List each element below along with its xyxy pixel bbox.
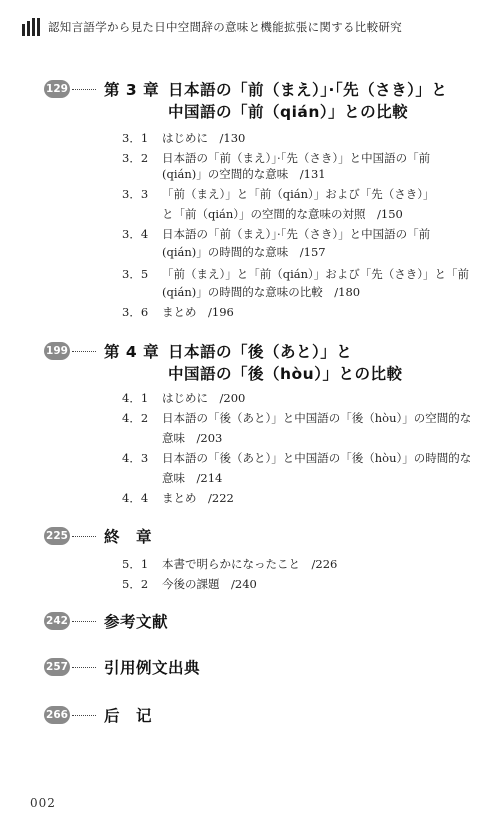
header-bars-icon — [22, 18, 40, 36]
chapter-title: 引用例文出典 — [104, 659, 201, 677]
section-number: 4．4 — [122, 491, 149, 505]
page-badge: 257 — [44, 658, 70, 676]
chapter-title-line2: 中国語の「前（qián）」との比較 — [168, 103, 409, 121]
section-number: 3．2 — [122, 151, 149, 165]
section-title-cont: (qián)」の時間的な意味の比較 /180 — [162, 285, 361, 299]
section-number: 4．2 — [122, 411, 149, 425]
section-title-cont: (qián)」の空間的な意味 /131 — [162, 167, 326, 181]
header-title: 認知言語学から見た日中空間辞の意味と機能拡張に関する比較研究 — [48, 20, 402, 34]
section-number: 5．1 — [122, 557, 149, 571]
section-title: 日本語の「後（あと）」と中国語の「後（hòu）」の空間的な — [162, 411, 472, 425]
section-title: 日本語の「後（あと）」と中国語の「後（hòu）」の時間的な — [162, 451, 472, 465]
section-title: 日本語の「前（まえ）」·「先（さき）」と中国語の「前 — [162, 151, 431, 165]
section-title: 本書で明らかになったこと /226 — [162, 557, 338, 571]
chapter-title-line1: 日本語の「後（あと）」と — [168, 343, 353, 361]
section-title-cont: 意味 /214 — [162, 471, 223, 485]
chapter-title: 参考文献 — [104, 613, 169, 631]
page-badge: 129 — [44, 80, 70, 98]
section-number: 3．5 — [122, 267, 149, 281]
chapter-number: 第 3 章 — [104, 81, 160, 99]
page-number: 002 — [30, 796, 56, 810]
section-title-cont: と「前（qián）」の空間的な意味の対照 /150 — [162, 207, 403, 221]
section-title: 「前（まえ）」と「前（qián）」および「先（さき）」と「前 — [162, 267, 470, 281]
chapter-title — [104, 340, 352, 362]
section-title-cont: 意味 /203 — [162, 431, 223, 445]
dot-leader — [72, 351, 96, 352]
chapter-title: 終 章 — [104, 528, 153, 546]
chapter-number: 第 4 章 — [104, 343, 160, 361]
page-badge: 199 — [44, 342, 70, 360]
page-badge: 225 — [44, 527, 70, 545]
section-number: 3．6 — [122, 305, 149, 319]
chapter-title-line1: 日本語の「前（まえ）」·「先（さき）」と — [168, 81, 448, 99]
chapter-title: 后 记 — [104, 707, 153, 725]
section-number: 5．2 — [122, 577, 149, 591]
dot-leader — [72, 536, 96, 537]
dot-leader — [72, 715, 96, 716]
page-badge: 242 — [44, 612, 70, 630]
section-title: まとめ /222 — [162, 491, 234, 505]
section-number: 3．1 — [122, 131, 149, 145]
running-header — [22, 16, 402, 38]
dot-leader — [72, 621, 96, 622]
section-title: はじめに /130 — [162, 131, 246, 145]
section-number: 3．3 — [122, 187, 149, 201]
section-title: 日本語の「前（まえ）」·「先（さき）」と中国語の「前 — [162, 227, 431, 241]
dot-leader — [72, 667, 96, 668]
section-title: 「前（まえ）」と「前（qián）」および「先（さき）」 — [162, 187, 435, 201]
section-title-cont: (qián)」の時間的な意味 /157 — [162, 245, 326, 259]
page-badge: 266 — [44, 706, 70, 724]
section-number: 4．3 — [122, 451, 149, 465]
section-number: 3．4 — [122, 227, 149, 241]
section-title: 今後の課題 /240 — [162, 577, 257, 591]
section-title: はじめに /200 — [162, 391, 246, 405]
chapter-title-line2: 中国語の「後（hòu）」との比較 — [168, 365, 403, 383]
dot-leader — [72, 89, 96, 90]
chapter-title — [104, 78, 447, 100]
section-number: 4．1 — [122, 391, 149, 405]
section-title: まとめ /196 — [162, 305, 234, 319]
